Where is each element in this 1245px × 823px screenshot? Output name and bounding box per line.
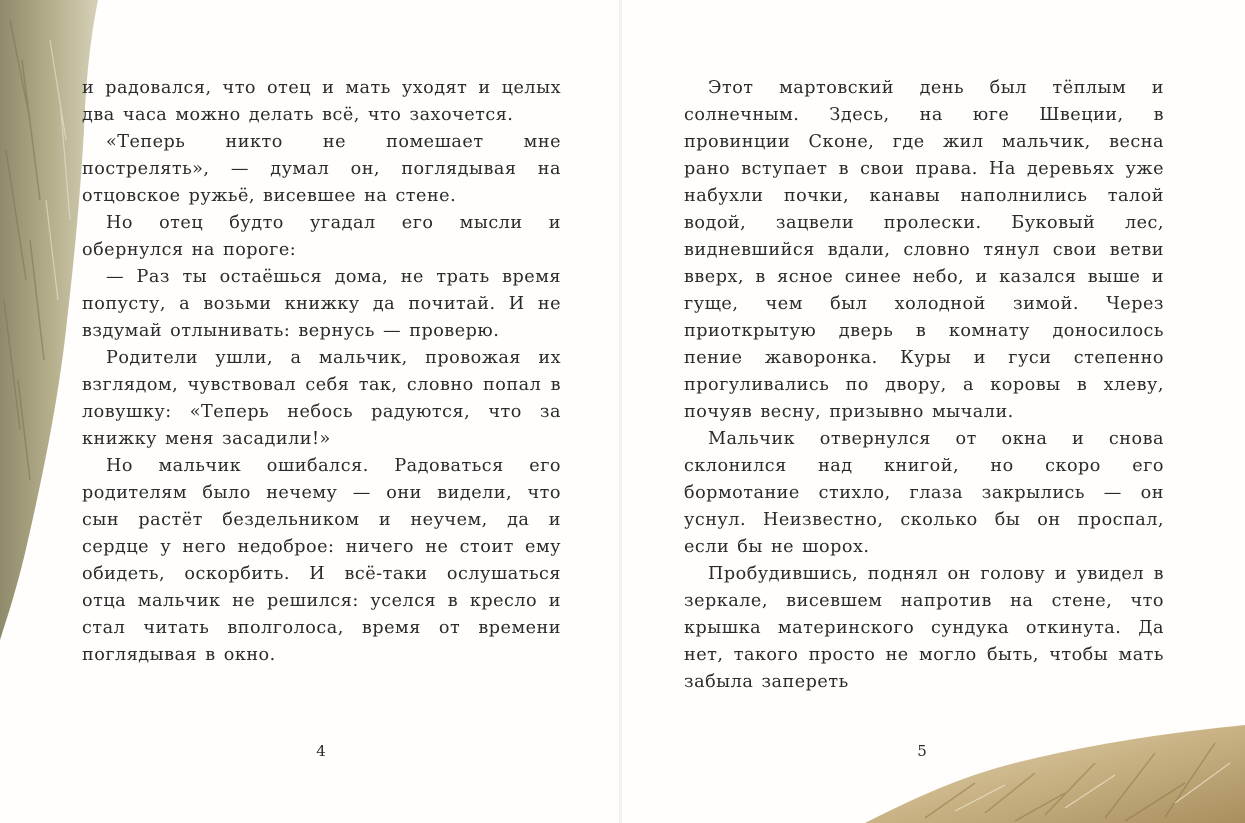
paragraph: — Раз ты остаёшься дома, не трать время попусту, а возьми книжку да почитай. И не вздумай отлынивать: вернусь — проверю. — [82, 267, 561, 341]
paragraph: Но мальчик ошибался. Радоваться его родителям было нечему — они видели, что сын растёт бездельником и неучем, да и сердце у него недоброе: ничего не стоит ему обидеть, оскорбить. И всё-таки ослушаться отца мальчик не решился: уселся в кресло и стал читать вполголоса, время от времени поглядывая в окно. — [82, 456, 561, 665]
paragraph: Родители ушли, а мальчик, провожая их взглядом, чувствовал себя так, словно попал в ловушку: «Теперь небось радуются, что за книжку меня засадили!» — [82, 348, 561, 449]
right-page — [622, 0, 1245, 823]
paragraph: и радовался, что отец и мать уходят и целых два часа можно делать всё, что захочется. — [82, 78, 561, 125]
fur-illustration-right — [865, 723, 1245, 823]
page-number-right: 5 — [917, 742, 927, 760]
right-page-text — [684, 75, 1164, 696]
left-page — [0, 0, 620, 823]
paragraph: Пробудившись, поднял он голову и увидел в зеркале, висевшем напротив на стене, что крышка материнского сундука откинута. Да нет, такого просто не могло быть, чтобы мать забыла запереть — [684, 564, 1164, 692]
paragraph: Мальчик отвернулся от окна и снова склонился над книгой, но скоро его бормотание стихло, глаза закрылись — он уснул. Неизвестно, сколько бы он проспал, если бы не шорох. — [684, 429, 1164, 557]
paragraph: Этот мартовский день был тёплым и солнечным. Здесь, на юге Швеции, в провинции Сконе, где жил мальчик, весна рано вступает в свои права. На деревьях уже набухли почки, канавы наполнились талой водой, зацвели пролески. Буковый лес, видневшийся вдали, словно тянул свои ветви вверх, в ясное синее небо, и казался выше и гуще, чем был холодной зимой. Через приоткрытую дверь в комнату доносилось пение жаворонка. Куры и гуси степенно прогуливались по двору, а коровы в хлеву, почуяв весну, призывно мычали. — [684, 78, 1164, 422]
page-number-left: 4 — [316, 742, 326, 760]
paragraph: Но отец будто угадал его мысли и обернулся на пороге: — [82, 213, 561, 260]
left-page-text — [82, 75, 561, 669]
paragraph: «Теперь никто не помешает мне пострелять», — думал он, поглядывая на отцовское ружьё, висевшее на стене. — [82, 132, 561, 206]
